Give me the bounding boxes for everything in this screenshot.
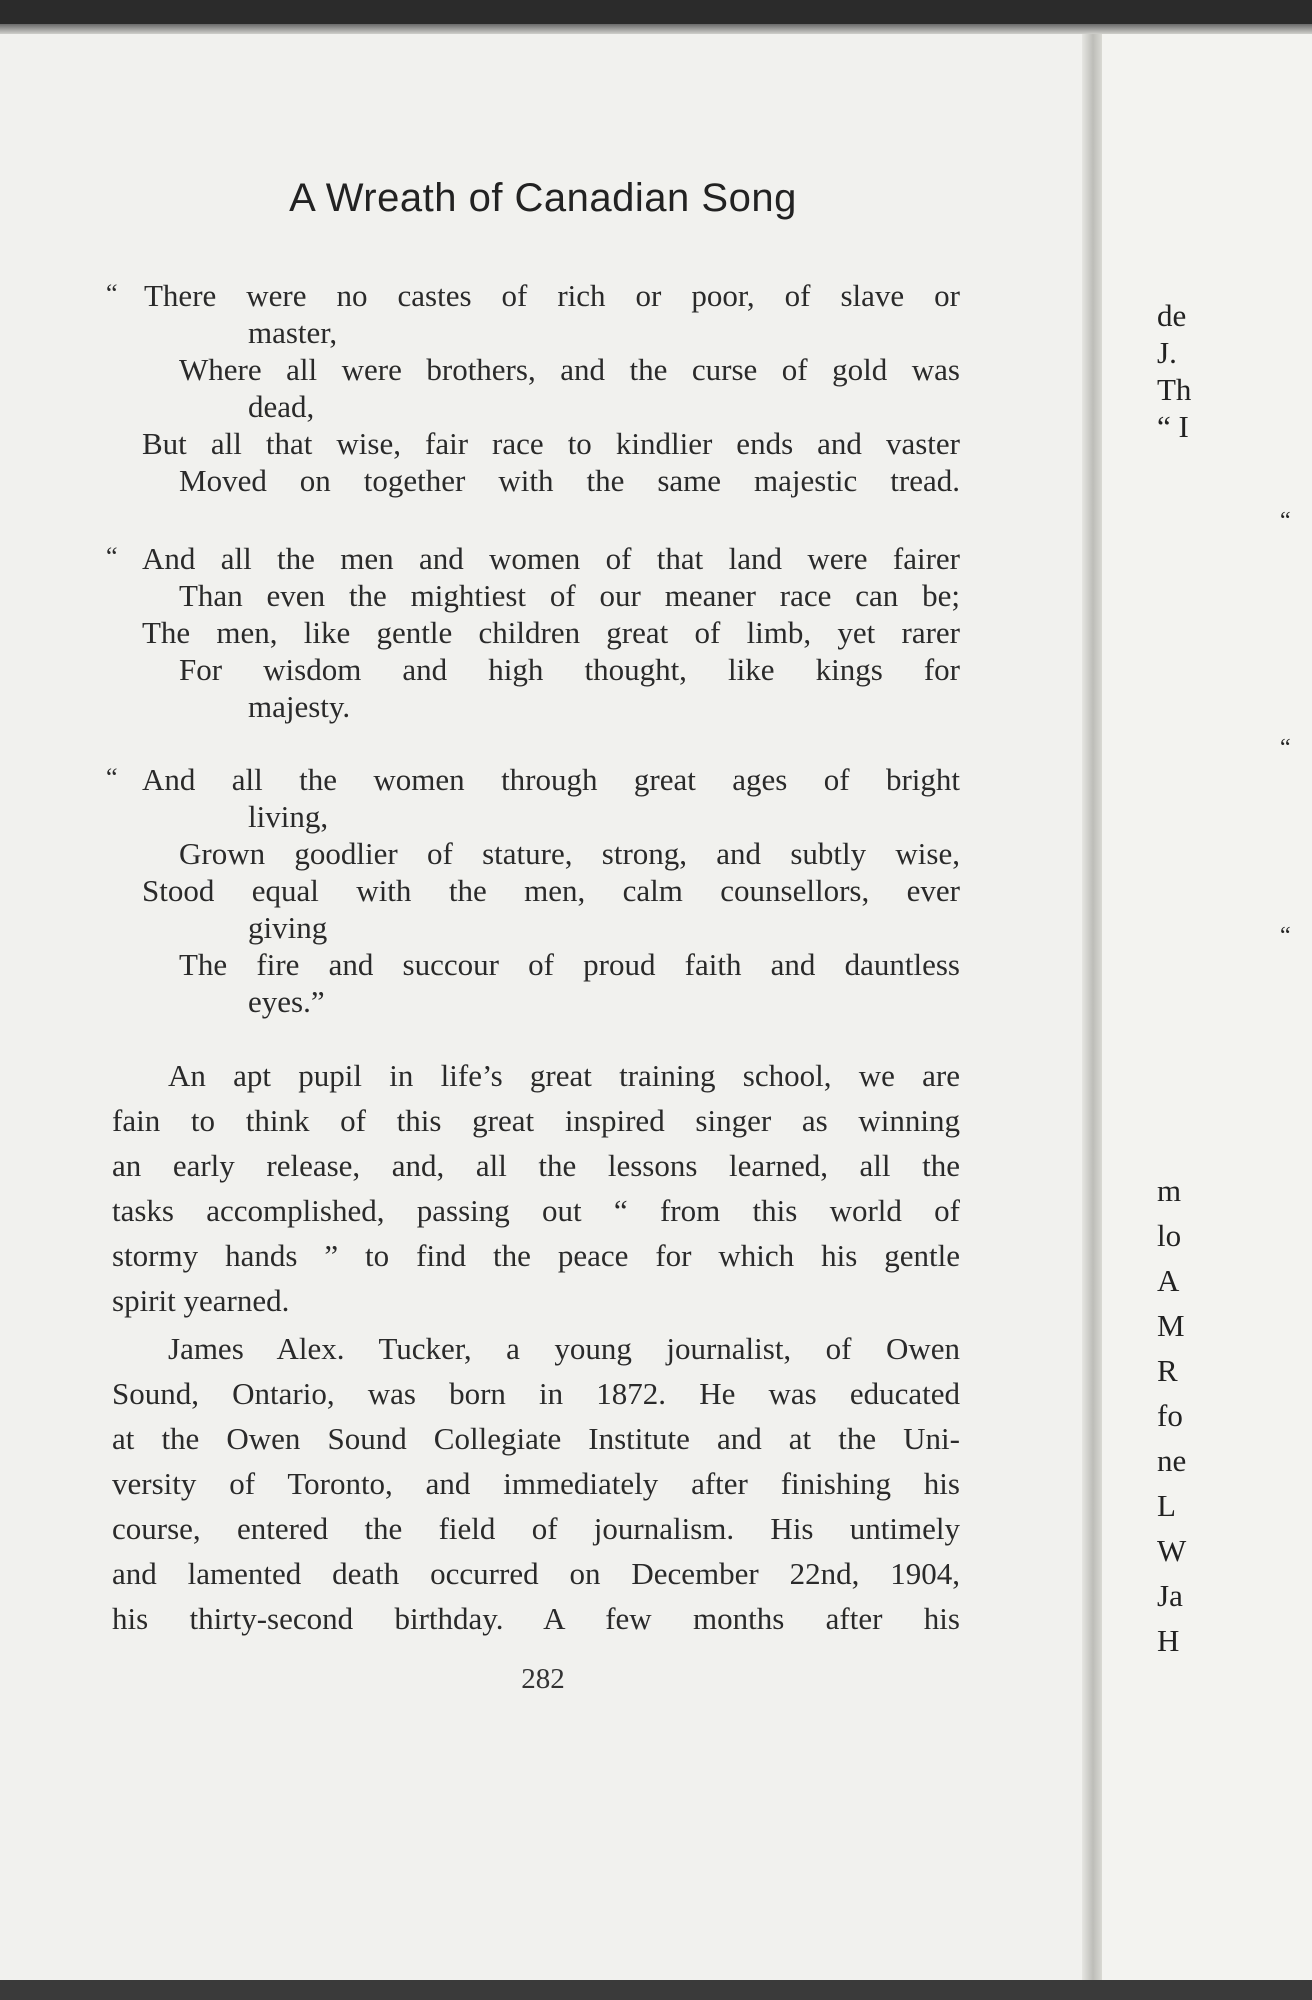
facing-page-fragment: A: [1157, 1263, 1180, 1298]
poem-line: dead,: [248, 389, 315, 424]
poem-line: “ And all the men and women of that land were fairer: [110, 540, 960, 577]
page-number: 282: [521, 1663, 565, 1695]
poem-line: “ There were no castes of rich or poor, of slave or: [110, 277, 960, 314]
right-page-edge: [1102, 34, 1312, 1980]
poem-line: giving: [248, 910, 328, 945]
poem-line: The fire and succour of proud faith and dauntless: [179, 947, 960, 982]
poem-stanza-3: [106, 761, 960, 1020]
poem-line: Stood equal with the men, calm counsellors, ever: [142, 873, 960, 908]
text-line: course, entered the field of journalism. His untimely: [112, 1511, 960, 1546]
facing-page-fragment: W: [1157, 1533, 1187, 1568]
text-line: at the Owen Sound Collegiate Institute and at the Uni-: [112, 1421, 960, 1456]
text-line: and lamented death occurred on December 22nd, 1904,: [112, 1556, 960, 1591]
text-line: An apt pupil in life’s great training school, we are: [168, 1058, 960, 1093]
poem-line: eyes.”: [248, 984, 325, 1019]
facing-page-fragment: lo: [1157, 1218, 1182, 1253]
facing-page-fragment: m: [1157, 1173, 1182, 1208]
poem-line: master,: [248, 315, 338, 350]
text-line: his thirty-second birthday. A few months after his: [112, 1601, 960, 1636]
body-paragraph-2: [112, 1326, 960, 1641]
poem-line: Where all were brothers, and the curse of gold was: [179, 352, 960, 387]
open-quote: “: [106, 763, 118, 792]
text-line: fain to think of this great inspired singer as winning: [112, 1103, 960, 1138]
poem-line: For wisdom and high thought, like kings for: [179, 652, 960, 687]
facing-page-fragment: R: [1157, 1353, 1178, 1388]
facing-page-fragment: fo: [1157, 1398, 1183, 1433]
poem-line: Grown goodlier of stature, strong, and subtly wise,: [179, 836, 960, 871]
poem-stanza-1: [106, 277, 960, 499]
facing-page-fragment: M: [1157, 1308, 1185, 1343]
facing-page-fragment: “: [1280, 923, 1291, 949]
scanner-bottom-edge: [0, 1980, 1312, 2000]
text-line: tasks accomplished, passing out “ from this world of: [112, 1193, 960, 1228]
text-line: versity of Toronto, and immediately after finishing his: [112, 1466, 960, 1501]
open-quote: “: [106, 279, 118, 308]
facing-page-fragment: ne: [1157, 1443, 1187, 1478]
text-line: Sound, Ontario, was born in 1872. He was educated: [112, 1376, 960, 1411]
poem-line: living,: [248, 799, 329, 834]
poem-line: Than even the mightiest of our meaner race can be;: [179, 578, 960, 613]
facing-page-fragment: Th: [1157, 372, 1192, 407]
poem-line: The men, like gentle children great of limb, yet rarer: [142, 615, 960, 650]
poem-line: But all that wise, fair race to kindlier ends and vaster: [142, 426, 960, 461]
poem-line: “ And all the women through great ages of bright: [110, 761, 960, 798]
running-head: A Wreath of Canadian Song: [289, 176, 797, 220]
poem-stanza-2: [106, 540, 960, 725]
text-line: spirit yearned.: [112, 1283, 290, 1318]
text-line: James Alex. Tucker, a young journalist, of Owen: [168, 1331, 960, 1366]
poem-line: Moved on together with the same majestic tread.: [179, 463, 960, 498]
facing-page-fragment: Ja: [1157, 1578, 1183, 1613]
facing-page-fragment: L: [1157, 1488, 1176, 1523]
facing-page-fragment: “: [1280, 508, 1291, 534]
facing-page-fragment: “: [1280, 735, 1291, 761]
facing-page-fragment: H: [1157, 1623, 1180, 1658]
text-line: stormy hands ” to find the peace for which his gentle: [112, 1238, 960, 1273]
facing-page-fragment: J.: [1157, 335, 1177, 370]
facing-page-fragment: “ I: [1157, 409, 1189, 444]
scanner-top-edge: [0, 0, 1312, 28]
body-paragraph-1: [112, 1053, 960, 1323]
open-quote: “: [106, 542, 118, 571]
poem-line: majesty.: [248, 689, 351, 724]
text-line: an early release, and, all the lessons learned, all the: [112, 1148, 960, 1183]
facing-page-fragment: de: [1157, 298, 1187, 333]
